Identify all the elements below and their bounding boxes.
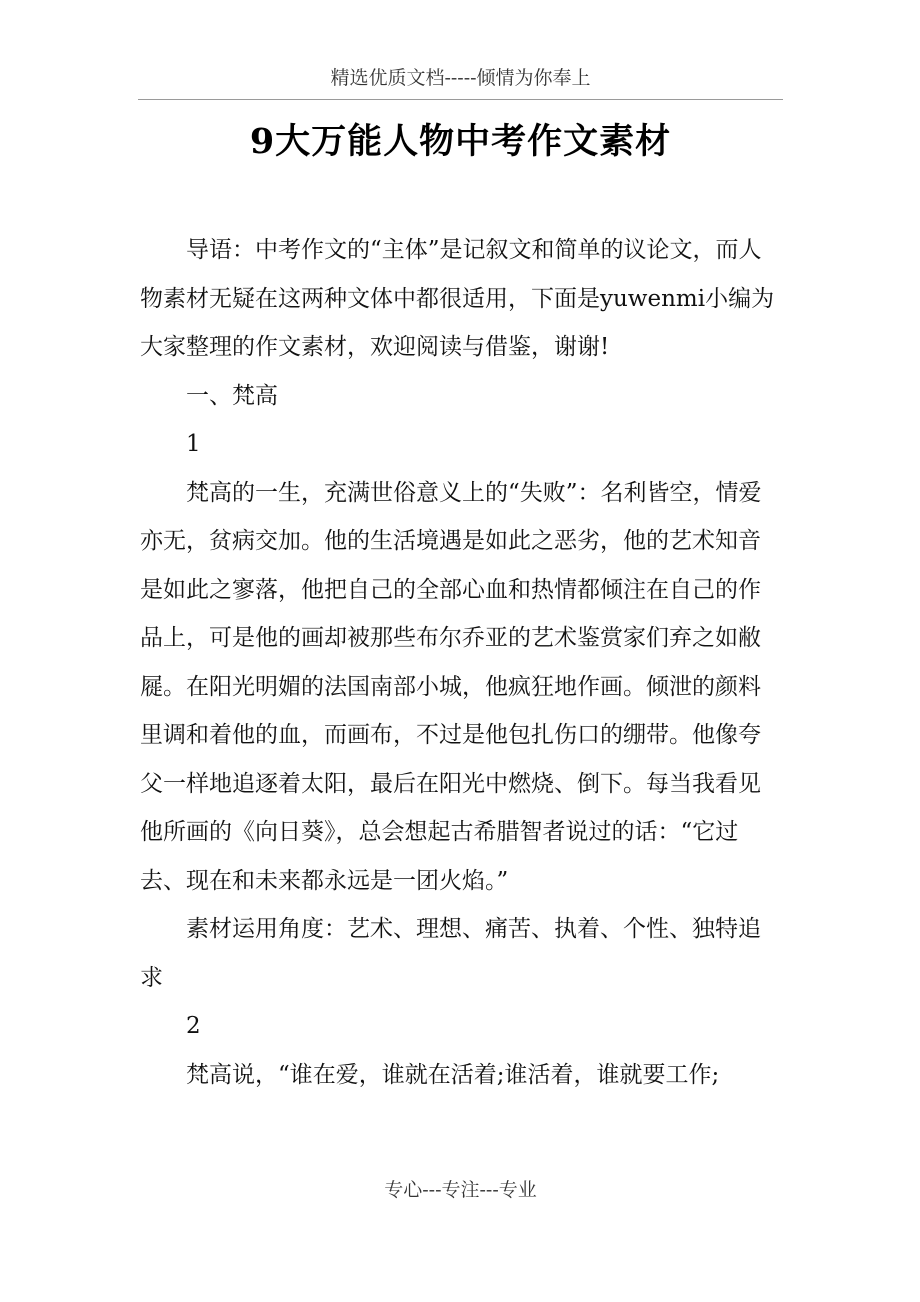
intro-paragraph: 导语：中考作文的“主体”是记叙文和简单的议论文，而人物素材无疑在这两种文体中都很适用，下面是yuwenmi小编为大家整理的作文素材，欢迎阅读与借鉴，谢谢! <box>140 237 775 360</box>
body-paragraph: 梵高说，“谁在爱，谁就在活着;谁活着，谁就要工作; <box>186 1061 720 1088</box>
section-heading: 一、梵高 <box>186 382 278 409</box>
document-body <box>140 226 780 1099</box>
item-number: 2 <box>186 1013 201 1039</box>
header-divider <box>138 99 783 100</box>
body-paragraph: 梵高的一生，充满世俗意义上的“失败”：名利皆空，情爱亦无，贫病交加。他的生活境遇是如此之恶劣，他的艺术知音是如此之寥落，他把自己的全部心血和热情都倾注在自己的作品上，可是他的画却被那些布尔乔亚的艺术鉴赏家们弃之如敝屣。在阳光明媚的法国南部小城，他疯狂地作画。倾泄的颜料里调和着他的血，而画布，不过是他包扎伤口的绷带。他像夸父一样地追逐着太阳，最后在阳光中燃烧、倒下。每当我看见他所画的《向日葵》，总会想起古希腊智者说过的话：“它过去、现在和未来都永远是一团火焰。” <box>140 479 762 894</box>
usage-paragraph: 素材运用角度：艺术、理想、痛苦、执着、个性、独特追求 <box>140 916 761 991</box>
page-header: 精选优质文档-----倾情为你奉上 <box>330 67 591 89</box>
page-footer: 专心---专注---专业 <box>384 1179 537 1201</box>
item-number: 1 <box>186 431 201 457</box>
document-title: 9大万能人物中考作文素材 <box>249 121 672 162</box>
